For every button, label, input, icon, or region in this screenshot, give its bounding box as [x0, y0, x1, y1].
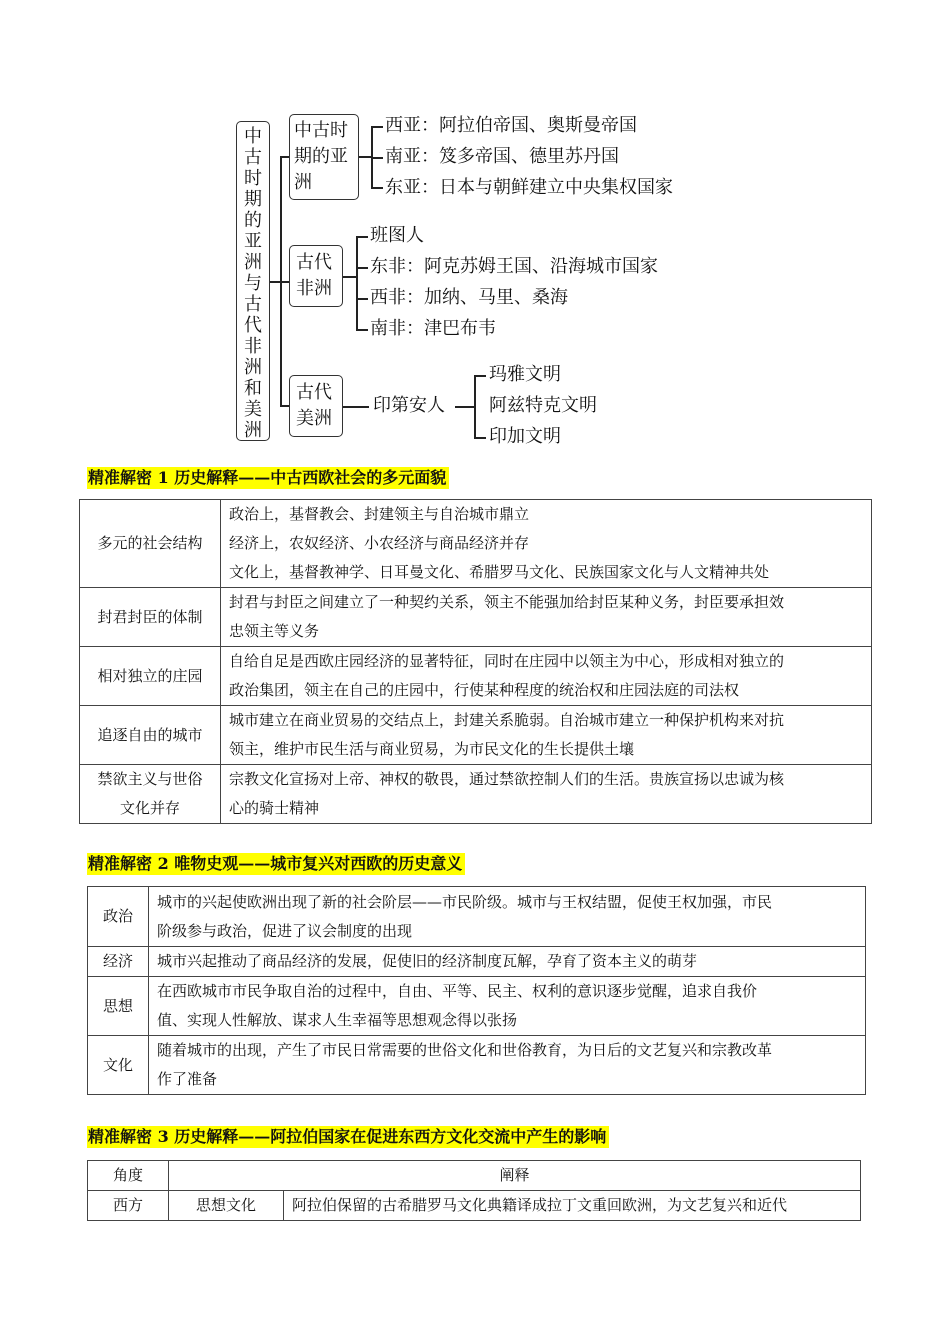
connector [270, 281, 280, 283]
row-label: 追逐自由的城市 [80, 706, 221, 765]
connector [474, 437, 486, 439]
connector [356, 236, 358, 330]
america-item-aztec: 阿兹特克文明 [489, 395, 597, 416]
connector [356, 329, 368, 331]
text-line: 封君与封臣之间建立了一种契约关系，领主不能强加给封臣某种义务，封臣要承担效 [229, 593, 785, 611]
mindmap-america-label: 古代美洲 [296, 382, 332, 429]
header-explain: 阐释 [169, 1161, 861, 1191]
row-text [221, 706, 872, 765]
connector [474, 375, 476, 438]
africa-item-south: 南非：津巴布韦 [370, 318, 496, 339]
table-row [80, 500, 872, 588]
asia-item-south: 南亚：笈多帝国、德里苏丹国 [385, 146, 619, 167]
row-label: 文化 [88, 1036, 149, 1095]
mindmap-asia-label: 中古时期的亚洲 [294, 120, 348, 193]
row-text [221, 765, 872, 824]
text-line: 忠领主等义务 [229, 622, 320, 640]
table-row [88, 947, 866, 977]
section2-heading: 精准解密 2 唯物史观——城市复兴对西欧的历史意义 [87, 853, 465, 875]
connector [280, 281, 289, 283]
row-sub: 思想文化 [169, 1191, 284, 1221]
row-label [80, 765, 221, 824]
row-label: 经济 [88, 947, 149, 977]
table-row [80, 647, 872, 706]
text-line: 城市兴起推动了商品经济的发展，促使旧的经济制度瓦解，孕育了资本主义的萌芽 [157, 952, 698, 970]
row-text [149, 1036, 866, 1095]
section3-heading: 精准解密 3 历史解释——阿拉伯国家在促进东西方文化交流中产生的影响 [87, 1126, 609, 1148]
america-indians: 印第安人 [373, 395, 445, 416]
text-line: 城市的兴起使欧洲出现了新的社会阶层——市民阶级。城市与王权结盟，促使王权加强，市民 [157, 892, 773, 911]
section1-table [79, 499, 872, 824]
row-text [149, 977, 866, 1036]
row-label: 相对独立的庄园 [80, 647, 221, 706]
section3-table [87, 1160, 861, 1221]
connector [356, 298, 368, 300]
text-line: 在西欧城市市民争取自治的过程中，自由、平等、民主、权利的意识逐步觉醒，追求自我价 [157, 982, 758, 1000]
connector [474, 375, 486, 377]
text-line: 经济上，农奴经济、小农经济与商品经济并存 [229, 534, 530, 552]
text-line: 宗教文化宣扬对上帝、神权的敬畏，通过禁欲控制人们的生活。贵族宣扬以忠诚为核 [229, 770, 785, 788]
row-angle: 西方 [88, 1191, 169, 1221]
text-line: 阶级参与政治，促进了议会制度的出现 [157, 921, 413, 940]
text-line: 心的骑士精神 [229, 799, 320, 817]
connector [356, 236, 368, 238]
asia-item-west: 西亚：阿拉伯帝国、奥斯曼帝国 [385, 115, 637, 136]
connector [455, 406, 474, 408]
text-line: 城市建立在商业贸易的交结点上，封建关系脆弱。自治城市建立一种保护机构来对抗 [229, 711, 785, 729]
section2-table [87, 886, 866, 1095]
row-label: 封君封臣的体制 [80, 588, 221, 647]
connector [343, 276, 356, 278]
table-row [88, 977, 866, 1036]
text-line: 阿拉伯保留的古希腊罗马文化典籍译成拉丁文重回欧洲，为文艺复兴和近代 [292, 1196, 788, 1214]
connector [280, 405, 289, 407]
america-item-inca: 印加文明 [489, 426, 561, 447]
table-row [80, 588, 872, 647]
mindmap-root-label: 中古时期的亚洲与古代非洲和美洲 [244, 126, 262, 441]
connector [371, 187, 383, 189]
connector [371, 126, 383, 128]
header-angle: 角度 [88, 1161, 169, 1191]
america-item-maya: 玛雅文明 [489, 364, 561, 385]
text-line: 文化上，基督教神学、日耳曼文化、希腊罗马文化、民族国家文化与人文精神共处 [229, 563, 770, 581]
connector [359, 156, 371, 158]
table-row [80, 765, 872, 824]
text-line: 自给自足是西欧庄园经济的显著特征，同时在庄园中以领主为中心，形成相对独立的 [229, 652, 785, 670]
row-text [221, 588, 872, 647]
table-row [88, 887, 866, 947]
africa-item-east: 东非：阿克苏姆王国、沿海城市国家 [370, 256, 658, 277]
connector [371, 157, 383, 159]
row-text [149, 887, 866, 947]
row-text [284, 1191, 861, 1221]
text-line: 领主，维护市民生活与商业贸易，为市民文化的生长提供土壤 [229, 740, 635, 758]
asia-item-east: 东亚：日本与朝鲜建立中央集权国家 [385, 177, 673, 198]
row-label: 多元的社会结构 [80, 500, 221, 588]
row-label: 思想 [88, 977, 149, 1036]
text-line: 政治集团，领主在自己的庄园中，行使某种程度的统治权和庄园法庭的司法权 [229, 681, 740, 699]
row-text [221, 500, 872, 588]
row-text [149, 947, 866, 977]
africa-item-west: 西非：加纳、马里、桑海 [370, 287, 568, 308]
mindmap-africa-label: 古代非洲 [296, 252, 332, 299]
connector [280, 156, 289, 158]
row-label: 政治 [88, 887, 149, 947]
text-line: 政治上，基督教会、封建领主与自治城市鼎立 [229, 505, 530, 523]
text-line: 作了准备 [157, 1070, 218, 1088]
label-line: 文化并存 [119, 799, 180, 817]
text-line: 随着城市的出现，产生了市民日常需要的世俗文化和世俗教育，为日后的文艺复兴和宗教改革 [157, 1041, 773, 1059]
section1-heading: 精准解密 1 历史解释——中古西欧社会的多元面貌 [87, 467, 449, 489]
connector [356, 267, 368, 269]
table-row [88, 1191, 861, 1221]
row-text [221, 647, 872, 706]
label-line: 禁欲主义与世俗 [97, 770, 203, 788]
africa-item-bantu: 班图人 [370, 225, 424, 246]
table-row [80, 706, 872, 765]
table-header-row [88, 1161, 861, 1191]
connector [343, 406, 369, 408]
text-line: 值、实现人性解放、谋求人生幸福等思想观念得以张扬 [157, 1011, 518, 1029]
table-row [88, 1036, 866, 1095]
